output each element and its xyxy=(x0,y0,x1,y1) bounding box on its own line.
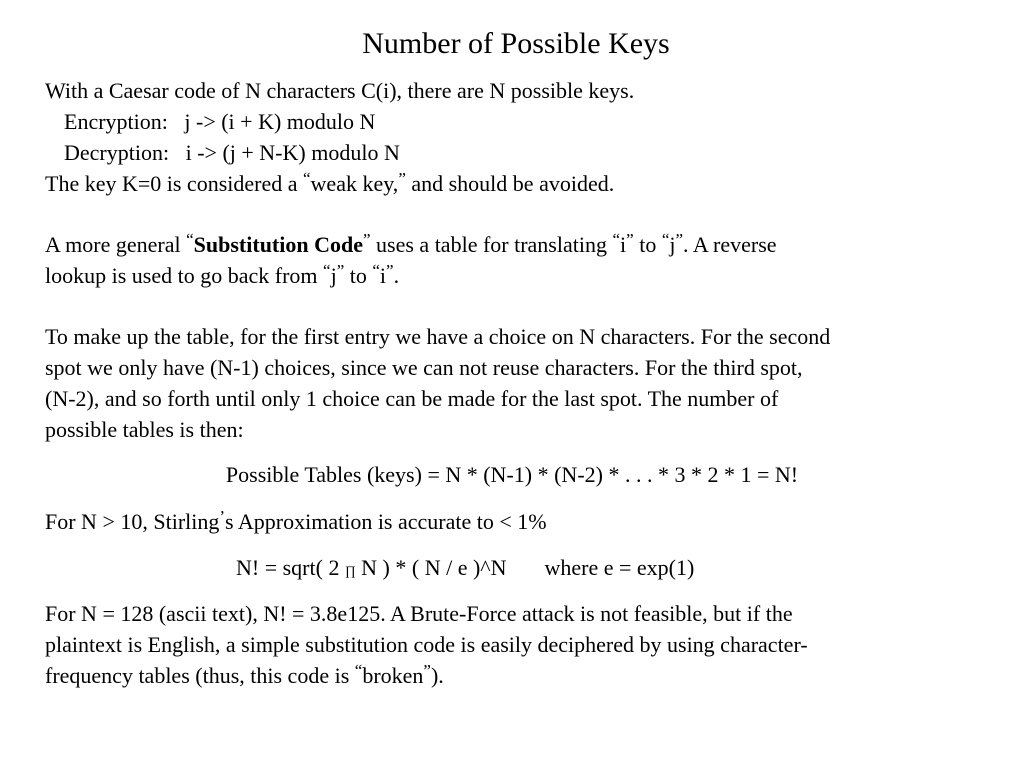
lookup-text: lookup is used to go back from xyxy=(45,263,318,288)
substitution-text-mid: uses a table for translating xyxy=(376,232,607,257)
substitution-text-end: . A reverse xyxy=(683,232,777,257)
slide-title: Number of Possible Keys xyxy=(362,27,670,60)
stirling-formula xyxy=(236,553,694,586)
close-quote: ” xyxy=(386,261,394,280)
encryption-label: Encryption: xyxy=(64,109,168,134)
stirling-line xyxy=(45,507,547,539)
formula-text: N! = sqrt( 2 xyxy=(236,555,340,580)
open-quote: “ xyxy=(372,261,380,280)
open-quote: “ xyxy=(661,230,670,249)
decryption-formula: i -> (j + N-K) modulo N xyxy=(185,140,400,165)
substitution-line xyxy=(45,230,777,262)
open-quote: “ xyxy=(323,261,331,280)
char-i: i xyxy=(379,263,387,288)
table-line-3: (N-2), and so forth until only 1 choice can be made for the last spot. The number of xyxy=(45,386,779,411)
stirling-text-end: s Approximation is accurate to < 1% xyxy=(225,509,547,534)
close-quote: ” xyxy=(675,230,684,249)
weak-key-text: The key K=0 is considered a xyxy=(45,171,298,196)
weak-key-term: weak key, xyxy=(310,171,399,196)
close-quote: ” xyxy=(363,230,371,249)
close-quote: ” xyxy=(336,261,345,280)
substitution-term: Substitution Code xyxy=(193,232,363,257)
decryption-line xyxy=(64,138,400,168)
final-line-1: For N = 128 (ascii text), N! = 3.8e125. A Brute-Force attack is not feasible, but if the xyxy=(45,601,793,626)
encryption-formula: j -> (i + K) modulo N xyxy=(184,109,376,134)
pi-symbol: ∏ xyxy=(344,563,356,578)
lookup-line xyxy=(45,261,399,293)
open-quote: “ xyxy=(354,661,363,680)
close-quote: ” xyxy=(398,169,406,188)
encryption-line xyxy=(64,107,375,137)
final-line-2: plaintext is English, a simple substitution code is easily deciphered by using character- xyxy=(45,632,808,657)
close-quote: ” xyxy=(423,661,431,680)
word-to: to xyxy=(639,232,657,257)
lookup-text-end: . xyxy=(393,263,400,288)
formula-where: where e = exp(1) xyxy=(544,555,695,580)
table-line-1: To make up the table, for the first entry we have a choice on N characters. For the second xyxy=(45,324,831,349)
possible-tables-formula: Possible Tables (keys) = N * (N-1) * (N-2) * . . . * 3 * 2 * 1 = N! xyxy=(225,462,799,487)
char-j: j xyxy=(330,263,337,288)
decryption-label: Decryption: xyxy=(64,140,170,165)
char-i: i xyxy=(620,232,627,257)
weak-key-text-end: and should be avoided. xyxy=(411,171,615,196)
final-text-end: ). xyxy=(430,663,444,688)
weak-key-line xyxy=(45,169,614,201)
broken-term: broken xyxy=(362,663,424,688)
stirling-text: For N > 10, Stirling xyxy=(45,509,220,534)
apostrophe: ’ xyxy=(219,507,226,526)
table-line-2: spot we only have (N-1) choices, since we can not reuse characters. For the third spot, xyxy=(45,355,803,380)
final-line-3 xyxy=(45,661,444,693)
close-quote: ” xyxy=(626,230,634,249)
open-quote: “ xyxy=(303,169,311,188)
open-quote: “ xyxy=(612,230,621,249)
open-quote: “ xyxy=(186,230,194,249)
substitution-text: A more general xyxy=(45,232,181,257)
word-to: to xyxy=(349,263,367,288)
char-j: j xyxy=(669,232,676,257)
caesar-line: With a Caesar code of N characters C(i), there are N possible keys. xyxy=(45,78,635,103)
formula-text-end: N ) * ( N / e )^N xyxy=(361,555,507,580)
final-text: frequency tables (thus, this code is xyxy=(45,663,350,688)
table-line-4: possible tables is then: xyxy=(45,417,244,442)
